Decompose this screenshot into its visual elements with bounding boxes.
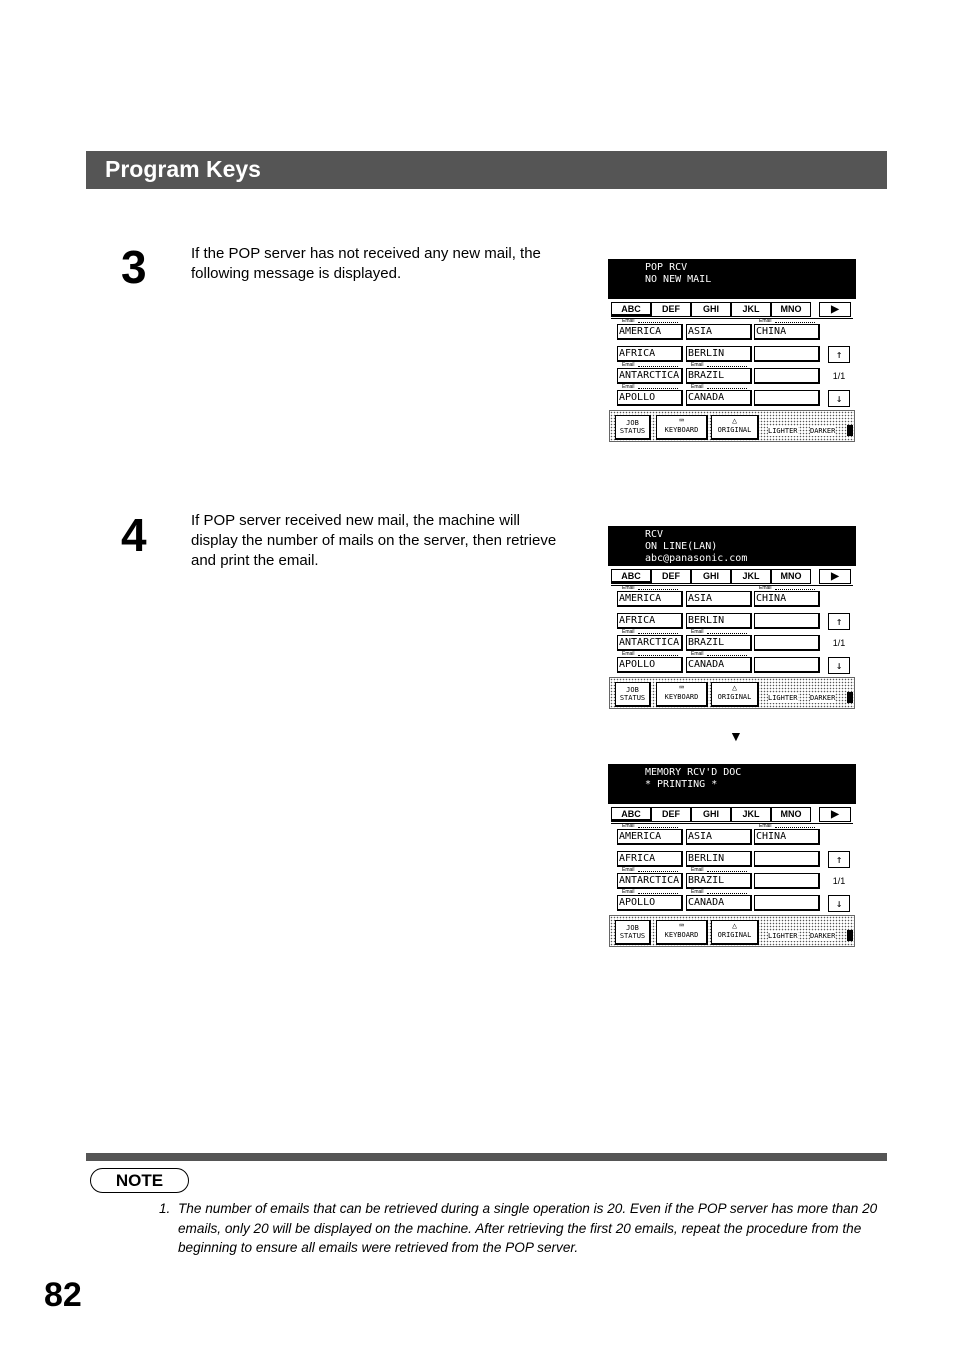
contrast-control[interactable] (762, 682, 853, 707)
job-status-button[interactable] (615, 920, 651, 945)
tab-ghi[interactable]: GHI (691, 302, 731, 317)
scroll-down-icon[interactable]: ↓ (828, 895, 850, 912)
original-button[interactable] (711, 682, 759, 707)
original-button[interactable] (711, 415, 759, 440)
section-title: Program Keys (105, 156, 261, 182)
original-label: ORIGINAL (717, 693, 752, 701)
address-key[interactable] (754, 635, 820, 651)
tab-next-icon[interactable]: ▶ (819, 807, 851, 822)
address-key[interactable]: CANADA (686, 657, 752, 673)
address-key[interactable]: ANTARCTICA (617, 873, 683, 889)
tab-ghi[interactable]: GHI (691, 569, 731, 584)
job-status-button[interactable] (615, 682, 651, 707)
keyboard-label: KEYBOARD (664, 693, 699, 701)
darker-button[interactable]: DARKER (810, 427, 836, 435)
page-indicator: 1/1 (832, 638, 846, 648)
job-status-line1: JOB (626, 924, 639, 932)
lcd-line: * PRINTING * (645, 779, 718, 790)
lighter-button[interactable]: LIGHTER (768, 932, 798, 940)
tab-abc[interactable]: ABC (611, 569, 651, 584)
lcd-panel-printing (608, 764, 856, 948)
address-key[interactable]: ASIA (686, 324, 752, 340)
email-tag: Email (759, 585, 772, 591)
original-label: ORIGINAL (717, 931, 752, 939)
tab-jkl[interactable]: JKL (731, 807, 771, 822)
address-key[interactable] (754, 895, 820, 911)
address-key[interactable]: AMERICA (617, 829, 683, 845)
step-number-4: 4 (121, 509, 147, 561)
email-tag: Email (622, 867, 635, 873)
lighter-button[interactable]: LIGHTER (768, 427, 798, 435)
address-key[interactable] (754, 368, 820, 384)
flow-arrow-icon: ▼ (729, 728, 743, 744)
address-key[interactable] (754, 851, 820, 867)
tab-next-icon[interactable]: ▶ (819, 569, 851, 584)
address-key[interactable]: AMERICA (617, 324, 683, 340)
address-key[interactable]: BERLIN (686, 346, 752, 362)
address-key[interactable] (754, 346, 820, 362)
address-key[interactable]: CHINA (754, 324, 820, 340)
address-key[interactable]: BRAZIL (686, 635, 752, 651)
tabs-underline (611, 318, 853, 319)
address-key[interactable] (754, 390, 820, 406)
page-indicator: 1/1 (832, 371, 846, 381)
section-header (86, 151, 887, 189)
address-key[interactable]: APOLLO (617, 390, 683, 406)
email-tag: Email (691, 362, 704, 368)
scroll-down-icon[interactable]: ↓ (828, 657, 850, 674)
lcd-line: RCV (645, 529, 664, 540)
address-key[interactable]: ASIA (686, 829, 752, 845)
darker-button[interactable]: DARKER (810, 694, 836, 702)
darker-button[interactable]: DARKER (810, 932, 836, 940)
address-key[interactable]: CANADA (686, 895, 752, 911)
email-tag: Email (622, 823, 635, 829)
lcd-panel-online-receive (608, 526, 856, 710)
address-key[interactable]: ANTARCTICA (617, 368, 683, 384)
original-icon: △ (732, 921, 737, 930)
address-key[interactable] (754, 873, 820, 889)
address-key[interactable]: CHINA (754, 591, 820, 607)
job-status-line1: JOB (626, 419, 639, 427)
keyboard-button[interactable] (656, 920, 708, 945)
job-status-line2: STATUS (619, 694, 646, 702)
address-key[interactable] (754, 613, 820, 629)
keyboard-icon: ⌨ (679, 921, 684, 930)
note-item-number: 1. (159, 1201, 171, 1216)
lcd-line: NO NEW MAIL (645, 274, 712, 285)
original-button[interactable] (711, 920, 759, 945)
address-key[interactable]: AMERICA (617, 591, 683, 607)
job-status-button[interactable] (615, 415, 651, 440)
alphabet-tabs (611, 569, 854, 584)
address-key[interactable]: AFRICA (617, 851, 683, 867)
address-key[interactable]: BERLIN (686, 851, 752, 867)
original-label: ORIGINAL (717, 426, 752, 434)
contrast-control[interactable] (762, 415, 853, 440)
address-key[interactable] (754, 657, 820, 673)
scroll-down-icon[interactable]: ↓ (828, 390, 850, 407)
original-icon: △ (732, 416, 737, 425)
step-number-3: 3 (121, 241, 147, 293)
address-key[interactable]: AFRICA (617, 613, 683, 629)
tab-abc[interactable]: ABC (611, 302, 651, 317)
tab-mno[interactable]: MNO (771, 807, 811, 822)
email-tag: Email (691, 889, 704, 895)
address-key[interactable]: CHINA (754, 829, 820, 845)
keyboard-icon: ⌨ (679, 416, 684, 425)
lighter-button[interactable]: LIGHTER (768, 694, 798, 702)
email-tag: Email (622, 585, 635, 591)
job-status-line2: STATUS (619, 427, 646, 435)
tab-mno[interactable]: MNO (771, 302, 811, 317)
tab-def[interactable]: DEF (651, 302, 691, 317)
keyboard-label: KEYBOARD (664, 426, 699, 434)
lcd-screen (608, 526, 856, 566)
step-3-text: If the POP server has not received any new mail, the following message is displayed. (191, 245, 541, 282)
lcd-panel-no-new-mail (608, 259, 856, 443)
email-tag: Email (622, 889, 635, 895)
lcd-line: ON LINE(LAN) (645, 541, 718, 552)
address-key[interactable]: CANADA (686, 390, 752, 406)
scroll-up-icon[interactable]: ↑ (828, 346, 850, 363)
darker-indicator (847, 692, 853, 703)
email-tag: Email (691, 629, 704, 635)
address-key[interactable]: BRAZIL (686, 873, 752, 889)
email-tag: Email (622, 629, 635, 635)
address-key[interactable]: BRAZIL (686, 368, 752, 384)
page-indicator: 1/1 (832, 876, 846, 886)
tab-next-icon[interactable]: ▶ (819, 302, 851, 317)
tab-def[interactable]: DEF (651, 807, 691, 822)
note-item (159, 1199, 889, 1258)
function-row (609, 915, 855, 947)
alphabet-tabs (611, 302, 854, 317)
tabs-underline (611, 585, 853, 586)
note-item-text: The number of emails that can be retrieved during a single operation is 20. Even if the POP server has more than 20 emails, only 20 will be displayed on the machine. After retrieving the first 20 emails, repeat the procedure from the beginning to ensure all emails were retrieved from the POP server. (178, 1201, 878, 1255)
tab-ghi[interactable]: GHI (691, 807, 731, 822)
scroll-up-icon[interactable]: ↑ (828, 851, 850, 868)
note-divider (86, 1153, 887, 1161)
darker-indicator (847, 930, 853, 941)
tabs-underline (611, 823, 853, 824)
tab-jkl[interactable]: JKL (731, 302, 771, 317)
tab-abc[interactable]: ABC (611, 807, 651, 822)
scroll-up-icon[interactable]: ↑ (828, 613, 850, 630)
original-icon: △ (732, 683, 737, 692)
lcd-screen (608, 764, 856, 804)
email-tag: Email (622, 651, 635, 657)
address-key[interactable]: ASIA (686, 591, 752, 607)
lcd-screen (608, 259, 856, 299)
step-4-text: If POP server received new mail, the machine will display the number of mails on the server, then retrieve and print the email. (191, 512, 557, 569)
page-number: 82 (44, 1276, 82, 1314)
tab-jkl[interactable]: JKL (731, 569, 771, 584)
email-tag: Email (622, 362, 635, 368)
address-key[interactable]: ANTARCTICA (617, 635, 683, 651)
darker-indicator (847, 425, 853, 436)
email-tag: Email (759, 823, 772, 829)
lcd-line: abc@panasonic.com (645, 553, 748, 564)
keyboard-icon: ⌨ (679, 683, 684, 692)
lcd-line: MEMORY RCV'D DOC (645, 767, 742, 778)
alphabet-tabs (611, 807, 854, 822)
address-key[interactable]: APOLLO (617, 895, 683, 911)
email-tag: Email (691, 651, 704, 657)
email-tag: Email (691, 867, 704, 873)
keyboard-button[interactable] (656, 415, 708, 440)
keyboard-label: KEYBOARD (664, 931, 699, 939)
lcd-line: POP RCV (645, 262, 688, 273)
tab-mno[interactable]: MNO (771, 569, 811, 584)
job-status-line1: JOB (626, 686, 639, 694)
email-tag: Email (759, 318, 772, 324)
function-row (609, 677, 855, 709)
address-key[interactable]: APOLLO (617, 657, 683, 673)
tab-def[interactable]: DEF (651, 569, 691, 584)
contrast-control[interactable] (762, 920, 853, 945)
note-label: NOTE (90, 1168, 189, 1193)
function-row (609, 410, 855, 442)
email-tag: Email (691, 384, 704, 390)
email-tag: Email (622, 384, 635, 390)
job-status-line2: STATUS (619, 932, 646, 940)
address-key[interactable]: AFRICA (617, 346, 683, 362)
email-tag: Email (622, 318, 635, 324)
address-key[interactable]: BERLIN (686, 613, 752, 629)
keyboard-button[interactable] (656, 682, 708, 707)
